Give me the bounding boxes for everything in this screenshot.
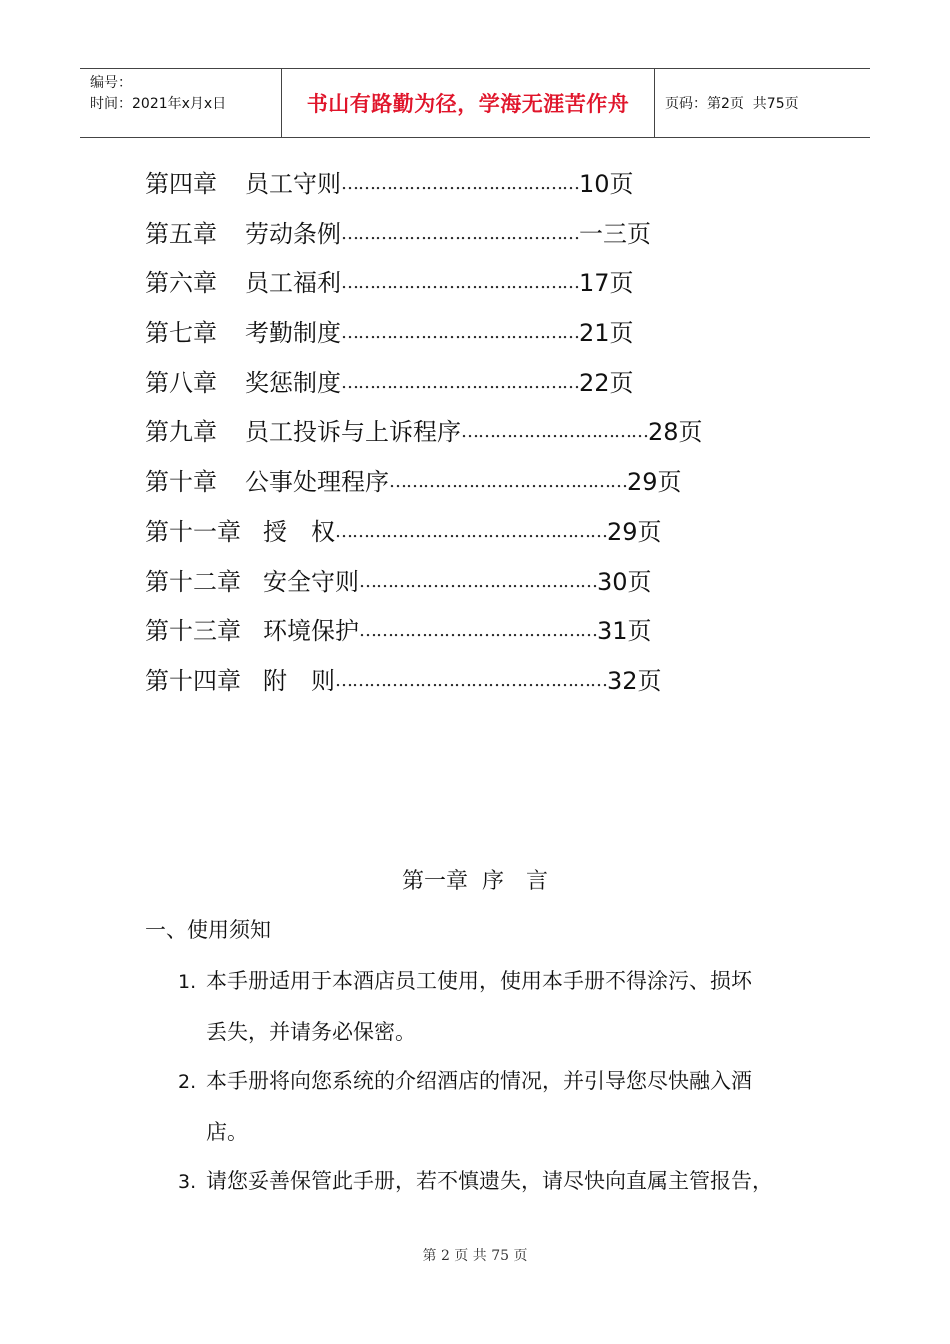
toc-page: 22页 bbox=[579, 368, 634, 397]
item-text: 本手册适用于本酒店员工使用，使用本手册不得涂污、损坏 bbox=[206, 969, 752, 993]
toc-page: 29页 bbox=[627, 468, 682, 497]
toc-item bbox=[145, 212, 845, 262]
item-text: 请您妥善保管此手册，若不慎遗失，请尽快向直属主管报告， bbox=[206, 1169, 773, 1193]
toc-leader: …………………………… bbox=[461, 421, 648, 443]
list-item bbox=[178, 1056, 818, 1157]
toc-item bbox=[145, 510, 845, 560]
toc-page: 21页 bbox=[579, 319, 634, 348]
toc-chapter: 第九章 bbox=[145, 418, 217, 447]
toc-chapter: 第四章 bbox=[145, 170, 217, 198]
section-heading: 一、使用须知 bbox=[145, 918, 271, 942]
toc-chapter: 第十四章 bbox=[145, 666, 241, 695]
toc-page: 30页 bbox=[597, 567, 652, 596]
toc-title: 公事处理程序 bbox=[245, 468, 389, 497]
toc-chapter: 第六章 bbox=[145, 269, 217, 298]
toc-leader: …………………………………… bbox=[359, 620, 597, 642]
toc-leader: …………………………………… bbox=[341, 371, 579, 393]
toc-chapter: 第五章 bbox=[145, 219, 217, 248]
item-text-continued: 丢失，并请务必保密。 bbox=[206, 1020, 416, 1044]
chapter-number: 第一章 bbox=[401, 869, 468, 894]
toc-page: 28页 bbox=[648, 418, 703, 447]
toc-leader: …………………………………… bbox=[389, 471, 627, 493]
toc-item bbox=[145, 162, 845, 212]
toc-title: 授 权 bbox=[263, 517, 335, 546]
toc-leader: ………………………………………… bbox=[335, 520, 607, 542]
page-info-text: 页码：第2页 共75页 bbox=[665, 96, 799, 112]
toc-item bbox=[145, 311, 845, 361]
toc-title: 考勤制度 bbox=[245, 319, 341, 348]
toc-chapter: 第七章 bbox=[145, 319, 217, 348]
toc-title: 安全守则 bbox=[263, 567, 359, 596]
toc-title: 员工投诉与上诉程序 bbox=[245, 418, 461, 447]
toc-title: 员工福利 bbox=[245, 269, 341, 298]
list-item bbox=[178, 956, 818, 1057]
list-item bbox=[178, 1156, 818, 1207]
footer-page-text: 第 2 页 共 75 页 bbox=[422, 1248, 528, 1264]
table-of-contents bbox=[145, 162, 845, 709]
toc-item bbox=[145, 361, 845, 411]
toc-title: 环境保护 bbox=[263, 617, 359, 646]
toc-chapter: 第十章 bbox=[145, 468, 217, 497]
toc-leader: …………………………………… bbox=[341, 272, 579, 294]
time-label: 时间：2021年x月x日 bbox=[90, 96, 227, 112]
toc-page: 17页 bbox=[579, 269, 634, 298]
toc-leader: …………………………………… bbox=[341, 173, 579, 194]
item-text: 本手册将向您系统的介绍酒店的情况，并引导您尽快融入酒 bbox=[206, 1069, 752, 1093]
item-number: 3. bbox=[178, 1171, 197, 1193]
chapter-title: 序 言 bbox=[482, 869, 549, 894]
toc-leader: …………………………………… bbox=[359, 570, 597, 592]
toc-item bbox=[145, 609, 845, 659]
serial-label: 编号： bbox=[90, 75, 132, 91]
toc-title: 附 则 bbox=[263, 666, 335, 695]
header-meta bbox=[80, 69, 282, 137]
item-number: 1. bbox=[178, 971, 197, 993]
page-header bbox=[80, 68, 870, 138]
toc-title: 奖惩制度 bbox=[245, 368, 341, 397]
toc-title: 劳动条例 bbox=[245, 219, 341, 248]
toc-chapter: 第十一章 bbox=[145, 517, 241, 546]
toc-leader: ………………………………………… bbox=[335, 669, 607, 691]
toc-item bbox=[145, 560, 845, 610]
header-page-info bbox=[655, 69, 870, 137]
toc-page: 31页 bbox=[597, 617, 652, 646]
toc-item bbox=[145, 659, 845, 709]
toc-leader: …………………………………… bbox=[341, 322, 579, 344]
page-footer bbox=[0, 1245, 950, 1265]
toc-page: 10页 bbox=[579, 170, 634, 198]
toc-item bbox=[145, 460, 845, 510]
header-motto: 书山有路勤为径，学海无涯苦作舟 bbox=[282, 69, 655, 137]
chapter-heading bbox=[0, 862, 950, 902]
item-number: 2. bbox=[178, 1071, 197, 1093]
toc-leader: …………………………………… bbox=[341, 222, 579, 244]
item-text-continued: 店。 bbox=[206, 1120, 248, 1144]
toc-page: 一三页 bbox=[579, 219, 651, 248]
toc-title: 员工守则 bbox=[245, 170, 341, 198]
toc-chapter: 第八章 bbox=[145, 368, 217, 397]
toc-chapter: 第十二章 bbox=[145, 567, 241, 596]
toc-page: 32页 bbox=[607, 666, 662, 695]
toc-page: 29页 bbox=[607, 517, 662, 546]
toc-item bbox=[145, 261, 845, 311]
toc-item bbox=[145, 410, 845, 460]
toc-chapter: 第十三章 bbox=[145, 617, 241, 646]
